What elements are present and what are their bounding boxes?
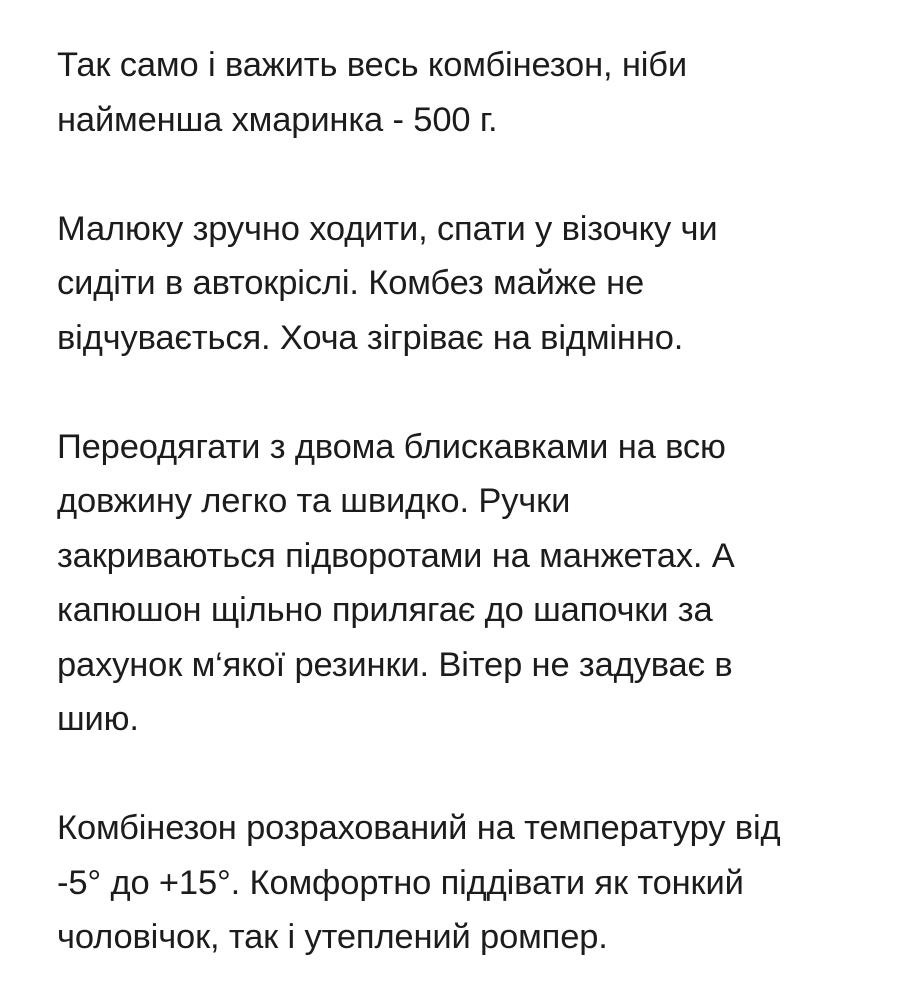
text-line: Так само і важить весь комбінезон, ніби (57, 46, 687, 84)
paragraph-comfort (57, 202, 897, 366)
text-line: Комбінезон розрахований на температуру від (57, 809, 781, 847)
text-line: довжину легко та швидко. Ручки (57, 482, 571, 520)
text-line: найменша хмаринка - 500 г. (57, 100, 498, 139)
message-text (57, 38, 897, 965)
text-line: шию. (57, 700, 139, 738)
text-line: капюшон щільно прилягає до шапочки за (57, 591, 713, 629)
paragraph-temperature (57, 801, 897, 965)
text-line: сидіти в автокріслі. Комбез майже не (57, 264, 645, 302)
paragraph-zippers (57, 420, 897, 747)
text-line: відчувається. Хоча зігріває на відмінно. (57, 318, 684, 357)
text-line: рахунок м‘якої резинки. Вітер не задуває в (57, 645, 733, 684)
text-line: Малюку зручно ходити, спати у візочку чи (57, 209, 718, 248)
text-line: чоловічок, так і утеплений ромпер. (57, 918, 608, 956)
text-line: Переодягати з двома блискавками на всю (57, 427, 726, 466)
paragraph-weight (57, 38, 897, 147)
text-line: закриваються підворотами на манжетах. А (57, 536, 735, 575)
text-line: -5° до +15°. Комфортно піддівати як тонкий (57, 863, 744, 902)
